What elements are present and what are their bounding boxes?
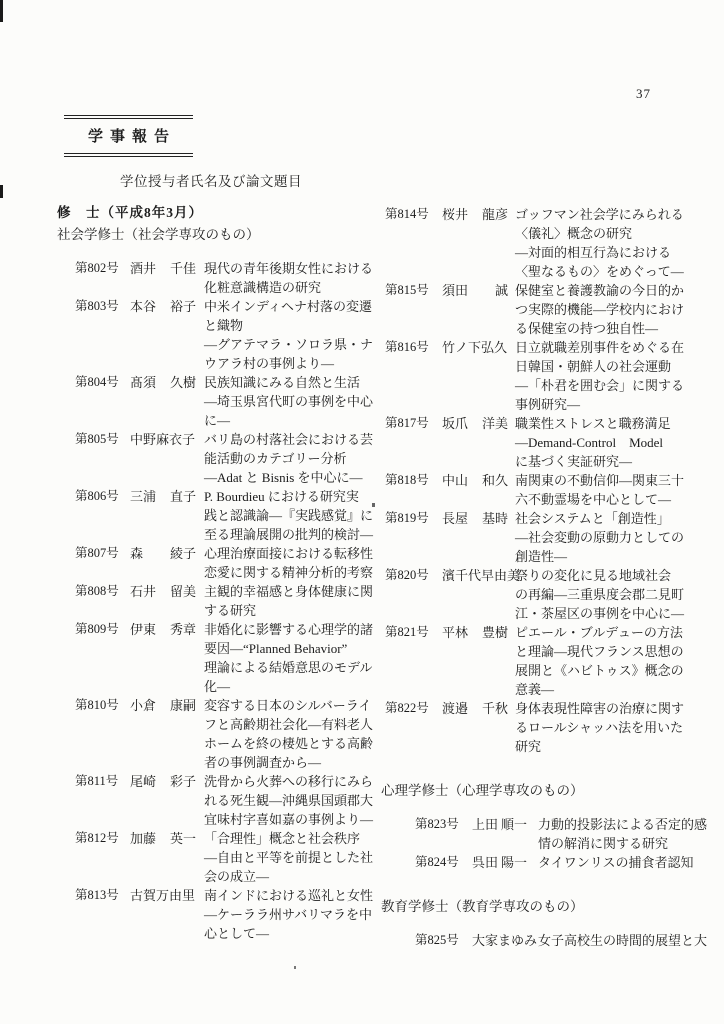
thesis-title (515, 281, 684, 338)
entry-number: 第810号 (75, 698, 119, 712)
thesis-title-line: ホームを終の棲処とする高齢 (204, 736, 374, 751)
entry-number: 第822号 (385, 701, 429, 715)
degree-entry (75, 772, 387, 829)
thesis-title-line: —埼玉県宮代町の事例を中心 (204, 394, 374, 409)
thesis-title-line: 主観的幸福感と身体健康に関 (204, 584, 374, 599)
thesis-title-line: 「合理性」概念と社会秩序 (204, 831, 361, 846)
name-part: 伊東 (130, 622, 157, 637)
thesis-title-line: つ実際的機能—学校内におけ (515, 302, 685, 317)
entry-number: 第804号 (75, 375, 119, 389)
thesis-title (204, 696, 373, 772)
thesis-title (204, 259, 373, 297)
thesis-title-line: する研究 (204, 603, 257, 618)
name-part: 和久 (481, 473, 508, 488)
thesis-title-line: 理論による結婚意思のモデル (204, 660, 373, 675)
entry-number: 第808号 (75, 584, 119, 598)
entry-number: 第820号 (385, 568, 429, 582)
thesis-title (204, 297, 373, 373)
name-part: 基時 (481, 511, 508, 526)
thesis-title (204, 373, 373, 430)
name-part: 呉田 (472, 855, 499, 870)
thesis-title (515, 205, 684, 281)
thesis-title-line: 化粧意識構造の研究 (204, 280, 322, 295)
thesis-title-line: 変容する日本のシルバーライ (204, 698, 372, 713)
name-part: 桜井 (442, 207, 469, 222)
name-part: 秀章 (169, 622, 196, 637)
recipient-name (130, 297, 196, 316)
report-title: 学事報告 (64, 118, 193, 154)
thesis-title-line: —Adat と Bisnis を中心に— (204, 470, 363, 485)
recipient-name (130, 772, 196, 791)
section-heading: 修 士（平成8年3月） (57, 205, 203, 220)
thesis-title-line: 祭りの変化に見る地域社会 (515, 568, 672, 583)
entry-number: 第811号 (75, 774, 119, 788)
name-part: 三浦 (130, 489, 157, 504)
thesis-title-line: 至る理論展開の批判的検討— (204, 527, 374, 542)
thesis-title (515, 471, 684, 509)
thesis-title-line: と織物 (204, 318, 244, 333)
thesis-title-line: フと高齢期社会化—有料老人 (204, 717, 374, 732)
name-part: 本谷 (130, 299, 157, 314)
section-heading: 社会学修士（社会学専攻のもの） (57, 227, 260, 242)
degree-entry (385, 338, 724, 414)
name-part: 尾崎 (130, 774, 157, 789)
recipient-name (442, 414, 508, 433)
name-part: 上田 (472, 817, 499, 832)
degree-entry (75, 620, 387, 696)
name-part: 留美 (169, 584, 196, 599)
recipient-name (130, 487, 196, 506)
thesis-title (204, 430, 373, 487)
entry-number: 第825号 (415, 933, 459, 947)
recipient-name (442, 509, 508, 528)
name-part: 彩子 (169, 774, 196, 789)
name-part: 中野麻衣子 (130, 432, 196, 447)
thesis-title (515, 699, 684, 756)
recipient-name (442, 281, 508, 300)
thesis-title (204, 886, 373, 943)
thesis-title-line: れる死生観—沖縄県国頭郡大 (204, 793, 374, 808)
name-part: 直子 (169, 489, 196, 504)
thesis-title-line: 身体表現性障害の治療に関す (515, 701, 685, 716)
degree-entry (75, 259, 387, 297)
thesis-title-line: 践と認識論—『実践感覚』に (204, 508, 374, 523)
thesis-title-line: P. Bourdieu における研究実 (204, 489, 359, 504)
entry-number: 第819号 (385, 511, 429, 525)
thesis-title-line: 〈儀礼〉概念の研究 (515, 226, 633, 241)
entry-number: 第806号 (75, 489, 119, 503)
name-part: 千佳 (169, 261, 196, 276)
entry-number: 第816号 (385, 340, 429, 354)
thesis-title-line: ピエール・ブルデューの方法 (515, 625, 683, 640)
scan-artifact (0, 0, 3, 22)
degree-entry (385, 414, 724, 471)
entry-number: 第817号 (385, 416, 429, 430)
thesis-title-line: 心として— (204, 926, 270, 941)
thesis-title-line: タイワンリスの捕食者認知 (538, 855, 694, 870)
thesis-title-line: 心理治療面接における転移性 (204, 546, 374, 561)
name-part: 洋美 (481, 416, 508, 431)
thesis-title-line: 要因—“Planned Behavior” (204, 641, 348, 656)
right-column (381, 205, 724, 950)
thesis-title (204, 829, 373, 886)
degree-entry (75, 582, 387, 620)
thesis-title-line: 研究 (515, 739, 542, 754)
thesis-title-line: 保健室と養護教諭の今日的か (515, 283, 685, 298)
name-part: 中山 (442, 473, 469, 488)
entry-number: 第809号 (75, 622, 119, 636)
thesis-title (204, 487, 373, 544)
section-heading: 教育学修士（教育学専攻のもの） (381, 899, 584, 914)
thesis-title-line: 職業性ストレスと職務満足 (515, 416, 671, 431)
name-part: 古賀万由里 (130, 888, 196, 903)
name-part: 康嗣 (169, 698, 196, 713)
thesis-title-line: 江・茶屋区の事例を中心に— (515, 606, 685, 621)
recipient-name (130, 373, 196, 392)
thesis-title-line: 洗骨から火葬への移行にみら (204, 774, 374, 789)
degree-entry (75, 373, 387, 430)
entry-number: 第803号 (75, 299, 119, 313)
name-part: 英一 (169, 831, 196, 846)
thesis-title-line: 南関東の不動信仰—関東三十 (515, 473, 685, 488)
thesis-title (204, 772, 373, 829)
thesis-title-line: —自由と平等を前提とした社 (204, 850, 374, 865)
thesis-title-line: 恋愛に関する精神分析的考察 (204, 565, 374, 580)
recipient-name (130, 544, 196, 563)
entry-number: 第807号 (75, 546, 119, 560)
thesis-title-line: の再編—三重県度会郡二見町 (515, 587, 685, 602)
name-part: 綾子 (169, 546, 196, 561)
scan-artifact (294, 966, 296, 969)
recipient-name (442, 338, 508, 357)
name-part: 龍彦 (481, 207, 508, 222)
scan-artifact (0, 185, 3, 198)
thesis-title-line: 展開と《ハビトゥス》概念の (515, 663, 684, 678)
name-part: 豊樹 (481, 625, 508, 640)
name-part: 髙須 (130, 375, 157, 390)
recipient-name (472, 931, 538, 950)
recipient-name (130, 696, 196, 715)
recipient-name (130, 430, 196, 449)
degree-entry (75, 829, 387, 886)
thesis-title (538, 815, 707, 853)
name-part: 加藤 (130, 831, 157, 846)
thesis-title-line: 力動的投影法による否定的感 (538, 817, 708, 832)
thesis-title (515, 414, 671, 471)
name-part: 千秋 (481, 701, 508, 716)
thesis-title-line: 情の解消に関する研究 (538, 836, 669, 851)
entry-number: 第814号 (385, 207, 429, 221)
degree-entry (385, 205, 724, 281)
thesis-title-line: 民族知識にみる自然と生活 (204, 375, 361, 390)
recipient-name (442, 471, 508, 490)
thesis-title-line: に— (204, 413, 231, 428)
degree-entry (385, 566, 724, 623)
thesis-title-line: 者の事例調査から— (204, 755, 322, 770)
entry-number: 第824号 (415, 855, 459, 869)
thesis-title-line: 南インドにおける巡礼と女性 (204, 888, 374, 903)
recipient-name (442, 205, 508, 224)
name-part: 大家まゆみ (472, 933, 538, 948)
thesis-title-line: 意義— (515, 682, 555, 697)
page-number: 37 (636, 86, 651, 101)
report-title-box (64, 115, 193, 157)
recipient-name (472, 853, 527, 872)
degree-entry (415, 931, 724, 950)
degree-entry (385, 699, 724, 756)
recipient-name (130, 620, 196, 639)
degree-entry (385, 509, 724, 566)
degree-entry (415, 815, 724, 853)
recipient-name (442, 566, 521, 585)
scan-artifact (372, 503, 375, 507)
thesis-title-line: 〈聖なるもの〉をめぐって— (515, 264, 684, 279)
thesis-title-line: 六不動霊場を中心として— (515, 492, 672, 507)
thesis-title-line: 女子高校生の時間的展望と大 (538, 933, 708, 948)
thesis-title-line: ゴッフマン社会学にみられる (515, 207, 684, 222)
degree-entry (385, 623, 724, 699)
entry-number: 第815号 (385, 283, 429, 297)
thesis-title-line: —Demand-Control Model (515, 435, 664, 450)
name-part: 坂爪 (442, 416, 469, 431)
name-part: 誠 (494, 283, 508, 298)
thesis-title-line: —ケーララ州サバリマラを中 (204, 907, 372, 922)
recipient-name (130, 829, 196, 848)
thesis-title-line: 中米インディヘナ村落の変遷 (204, 299, 372, 314)
thesis-title-line: 事例研究— (515, 397, 581, 412)
degree-entry (385, 471, 724, 509)
thesis-title (204, 582, 373, 620)
section-heading: 心理学修士（心理学専攻のもの） (381, 783, 584, 798)
entry-number: 第823号 (415, 817, 459, 831)
thesis-title-line: バリ島の村落社会における芸 (204, 432, 374, 447)
recipient-name (472, 815, 527, 834)
document-subtitle: 学位授与者氏名及び論文題目 (120, 174, 302, 189)
name-part: 森 (130, 546, 144, 561)
thesis-title-line: 日韓国・朝鮮人の社会運動 (515, 359, 672, 374)
entry-number: 第821号 (385, 625, 429, 639)
entry-number: 第802号 (75, 261, 119, 275)
degree-entry (385, 281, 724, 338)
thesis-title-line: 社会システムと「創造性」 (515, 511, 670, 526)
thesis-title-line: —グアテマラ・ソロラ県・ナ (204, 337, 374, 352)
entry-number: 第818号 (385, 473, 429, 487)
entry-number: 第805号 (75, 432, 119, 446)
thesis-title (204, 620, 373, 696)
name-part: 濱千代早由美 (442, 568, 521, 583)
thesis-title (538, 931, 707, 950)
thesis-title-line: 日立就職差別事件をめぐる在 (515, 340, 685, 355)
degree-entry (75, 487, 387, 544)
name-part: 渡邉 (442, 701, 469, 716)
name-part: 小倉 (130, 698, 157, 713)
thesis-title (204, 544, 373, 582)
degree-entry (75, 696, 387, 772)
recipient-name (130, 886, 196, 905)
entry-number: 第813号 (75, 888, 119, 902)
thesis-title-line: る保健室の持つ独自性— (515, 321, 659, 336)
recipient-name (130, 582, 196, 601)
thesis-title-line: るロールシャッハ法を用いた (515, 720, 684, 735)
thesis-title-line: ウアラ村の事例より— (204, 356, 335, 371)
recipient-name (442, 623, 508, 642)
name-part: 竹ノ下弘久 (442, 340, 508, 355)
name-part: 石井 (130, 584, 157, 599)
recipient-name (130, 259, 196, 278)
thesis-title (515, 566, 684, 623)
thesis-title (538, 853, 693, 872)
thesis-title-line: —社会変動の原動力としての (515, 530, 685, 545)
thesis-title-line: と理論—現代フランス思想の (515, 644, 684, 659)
recipient-name (442, 699, 508, 718)
name-part: 酒井 (130, 261, 157, 276)
thesis-title-line: 創造性— (515, 549, 568, 564)
name-part: 平林 (442, 625, 469, 640)
thesis-title-line: 会の成立— (204, 869, 270, 884)
thesis-title-line: 非婚化に影響する心理学的諸 (204, 622, 374, 637)
thesis-title-line: 化— (204, 679, 231, 694)
thesis-title (515, 623, 684, 699)
entry-number: 第812号 (75, 831, 119, 845)
name-part: 陽一 (500, 855, 527, 870)
degree-entry (75, 886, 387, 943)
thesis-title (515, 338, 684, 414)
left-column (57, 202, 387, 943)
thesis-title-line: 宜味村字喜如嘉の事例より— (204, 812, 374, 827)
thesis-title-line: —「朴君を囲む会」に関する (515, 378, 685, 393)
name-part: 順一 (500, 817, 527, 832)
name-part: 長屋 (442, 511, 469, 526)
thesis-title-line: —対面的相互行為における (515, 245, 672, 260)
name-part: 裕子 (169, 299, 196, 314)
thesis-title-line: 能活動のカテゴリー分析 (204, 451, 347, 466)
degree-entry (75, 544, 387, 582)
thesis-title-line: に基づく実証研究— (515, 454, 633, 469)
thesis-title-line: 現代の青年後期女性における (204, 261, 374, 276)
degree-entry (75, 430, 387, 487)
name-part: 須田 (442, 283, 469, 298)
degree-entry (415, 853, 724, 872)
name-part: 久樹 (169, 375, 196, 390)
degree-entry (75, 297, 387, 373)
thesis-title (515, 509, 684, 566)
